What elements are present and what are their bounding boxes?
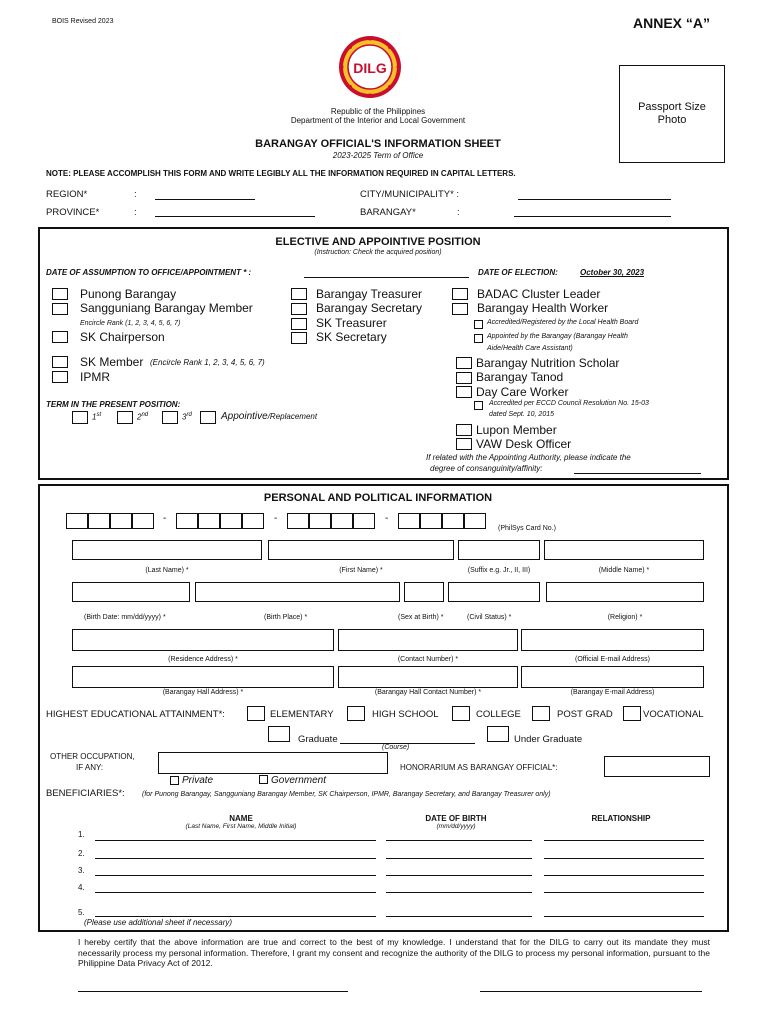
daycare-checkbox[interactable]	[456, 386, 472, 398]
government-checkbox[interactable]	[259, 775, 268, 784]
beneficiary-dob-input[interactable]	[386, 916, 532, 917]
term-2nd-checkbox[interactable]	[117, 411, 133, 424]
email-input[interactable]	[521, 629, 704, 651]
sk-member-checkbox[interactable]	[52, 356, 68, 368]
region-input[interactable]	[155, 199, 255, 200]
col-name-header: NAME	[229, 814, 253, 823]
dilg-seal-icon	[338, 35, 402, 99]
highschool-label: HIGH SCHOOL	[372, 709, 439, 720]
elective-title: ELECTIVE AND APPOINTIVE POSITION	[275, 236, 481, 248]
brgy-email-label: (Barangay E-mail Address)	[570, 689, 655, 696]
philsys-digit[interactable]	[88, 513, 110, 529]
course-label: (Course)	[382, 744, 410, 751]
philsys-digit[interactable]	[442, 513, 464, 529]
beneficiary-dob-input[interactable]	[386, 858, 532, 859]
education-label: HIGHEST EDUCATIONAL ATTAINMENT*:	[46, 709, 225, 720]
beneficiary-dob-input[interactable]	[386, 840, 532, 841]
beneficiary-rel-input[interactable]	[544, 840, 704, 841]
tanod-checkbox[interactable]	[456, 372, 472, 384]
col-rel-header: RELATIONSHIP	[591, 814, 651, 823]
sex-label: (Sex at Birth) *	[398, 614, 444, 621]
term-1st-checkbox[interactable]	[72, 411, 88, 424]
col-dob-header: DATE OF BIRTH	[425, 814, 487, 823]
ipmr-label: IPMR	[80, 370, 110, 384]
department-label: Department of the Interior and Local Government	[290, 116, 466, 125]
related-label-2: degree of consanguinity/affinity:	[430, 464, 543, 473]
bhw-accredited-checkbox[interactable]	[474, 320, 483, 329]
beneficiary-rel-input[interactable]	[544, 858, 704, 859]
philsys-digit[interactable]	[66, 513, 88, 529]
province-input[interactable]	[155, 216, 315, 217]
nutrition-label: Barangay Nutrition Scholar	[476, 356, 620, 370]
sk-secretary-label: SK Secretary	[316, 330, 387, 344]
personal-title: PERSONAL AND POLITICAL INFORMATION	[263, 492, 493, 504]
philsys-digit[interactable]	[132, 513, 154, 529]
first-name-label: (First Name) *	[339, 567, 383, 574]
postgrad-checkbox[interactable]	[532, 706, 550, 721]
sk-treasurer-checkbox[interactable]	[291, 318, 307, 330]
civil-status-label: (Civil Status) *	[467, 614, 512, 621]
additional-sheet-note: (Please use additional sheet if necessary)	[84, 918, 233, 927]
sk-secretary-checkbox[interactable]	[291, 332, 307, 344]
lupon-checkbox[interactable]	[456, 424, 472, 436]
religion-label: (Religion) *	[607, 614, 643, 621]
row-number: 2.	[78, 849, 85, 858]
other-occupation-label: OTHER OCCUPATION,	[50, 752, 135, 761]
undergrad-label: Under Graduate	[514, 734, 583, 745]
elective-instruction: (Instruction: Check the acquired position)	[314, 249, 442, 256]
bhw-label: Barangay Health Worker	[477, 301, 609, 315]
college-checkbox[interactable]	[452, 706, 470, 721]
elementary-checkbox[interactable]	[247, 706, 265, 721]
brgy-email-input[interactable]	[521, 666, 704, 688]
republic-label: Republic of the Philippines	[330, 107, 426, 116]
philsys-dash: -	[385, 513, 389, 524]
col-dob-sub: (mm/dd/yyyy)	[436, 823, 476, 830]
lupon-label: Lupon Member	[476, 423, 557, 437]
government-label: Government	[271, 775, 327, 786]
secretary-label: Barangay Secretary	[316, 301, 423, 315]
form-title: BARANGAY OFFICIAL'S INFORMATION SHEET	[255, 138, 501, 150]
suffix-input[interactable]	[458, 540, 540, 560]
email-label: (Official E-mail Address)	[575, 656, 650, 663]
appointive-checkbox[interactable]	[200, 411, 216, 424]
birth-place-label: (Birth Place) *	[264, 614, 308, 621]
bhw-accredited-label: Accredited/Registered by the Local Health Board	[487, 319, 639, 326]
philsys-digit[interactable]	[198, 513, 220, 529]
nutrition-checkbox[interactable]	[456, 357, 472, 369]
philsys-digit[interactable]	[353, 513, 375, 529]
row-number: 5.	[78, 908, 85, 917]
region-colon: :	[134, 189, 137, 200]
row-number: 3.	[78, 866, 85, 875]
region-label: REGION*	[46, 189, 88, 200]
beneficiary-dob-input[interactable]	[386, 875, 532, 876]
honorarium-label: HONORARIUM AS BARANGAY OFFICIAL*:	[400, 763, 558, 772]
beneficiaries-label: BENEFICIARIES*:	[46, 788, 125, 799]
beneficiary-name-input[interactable]	[95, 840, 376, 841]
other-occupation-input[interactable]	[158, 752, 388, 774]
related-label: If related with the Appointing Authority, please indicate the	[426, 453, 631, 462]
row-number: 1.	[78, 830, 85, 839]
philsys-digit[interactable]	[242, 513, 264, 529]
residence-input[interactable]	[72, 629, 334, 651]
first-name-input[interactable]	[268, 540, 454, 560]
sk-member-rank: (Encircle Rank 1, 2, 3, 4, 5, 6, 7)	[150, 358, 265, 367]
form-note: NOTE: PLEASE ACCOMPLISH THIS FORM AND WRITE LEGIBLY ALL THE INFORMATION REQUIRED IN CAPITAL LETTERS.	[46, 169, 516, 178]
encircle-rank-label: Encircle Rank (1, 2, 3, 4, 5, 6, 7)	[80, 320, 181, 327]
signature-line[interactable]	[78, 991, 348, 992]
beneficiary-name-input[interactable]	[95, 892, 376, 893]
daycare-accredited-label-2: dated Sept. 10, 2015	[489, 411, 554, 418]
assumption-label: DATE OF ASSUMPTION TO OFFICE/APPOINTMENT * :	[46, 268, 252, 277]
sk-chair-checkbox[interactable]	[52, 331, 68, 343]
philsys-digit[interactable]	[309, 513, 331, 529]
philsys-dash: -	[274, 513, 278, 524]
barangay-label: BARANGAY*	[360, 207, 416, 218]
province-label: PROVINCE*	[46, 207, 100, 218]
certification-text: I hereby certify that the above information are true and correct to the best of my knowledge. I understand that for the DILG to carry out its mandate they must necessarily process my personal information. Therefore, I grant my consent and recognize the authority of the DILG to process my personal information, pursuant to the Philippine Data Privacy Act of 2012.	[78, 937, 710, 968]
treasurer-label: Barangay Treasurer	[316, 287, 423, 301]
bhw-appointed-label-2: Aide/Health Care Assistant)	[487, 345, 573, 352]
philsys-dash: -	[163, 513, 167, 524]
city-input[interactable]	[518, 199, 671, 200]
philsys-digit[interactable]	[398, 513, 420, 529]
form-subtitle: 2023-2025 Term of Office	[332, 151, 424, 160]
vaw-checkbox[interactable]	[456, 438, 472, 450]
beneficiary-rel-input[interactable]	[544, 916, 704, 917]
punong-checkbox[interactable]	[52, 288, 68, 300]
philsys-digit[interactable]	[331, 513, 353, 529]
sk-treasurer-label: SK Treasurer	[316, 316, 387, 330]
honorarium-input[interactable]	[604, 756, 710, 777]
sex-input[interactable]	[404, 582, 444, 602]
date-line[interactable]	[480, 991, 702, 992]
undergrad-checkbox[interactable]	[487, 726, 509, 742]
philsys-digit[interactable]	[464, 513, 486, 529]
barangay-input[interactable]	[514, 216, 671, 217]
annex-label: ANNEX “A”	[633, 15, 711, 31]
graduate-checkbox[interactable]	[268, 726, 290, 742]
contact-input[interactable]	[338, 629, 518, 651]
badac-label: BADAC Cluster Leader	[477, 287, 601, 301]
private-label: Private	[182, 775, 214, 786]
term-3rd-checkbox[interactable]	[162, 411, 178, 424]
philsys-digit[interactable]	[220, 513, 242, 529]
college-label: COLLEGE	[476, 709, 521, 720]
vocational-checkbox[interactable]	[623, 706, 641, 721]
hall-address-label: (Barangay Hall Address) *	[162, 689, 244, 696]
birth-place-input[interactable]	[195, 582, 400, 602]
vaw-label: VAW Desk Officer	[476, 437, 572, 451]
appointive-label: Appointive/Replacement	[221, 411, 318, 422]
elementary-label: ELEMENTARY	[270, 709, 334, 720]
assumption-date-input[interactable]	[304, 277, 469, 278]
residence-label: (Residence Address) *	[168, 656, 238, 663]
col-name-sub: (Last Name, First Name, Middle Initial)	[185, 823, 297, 830]
beneficiary-name-input[interactable]	[95, 916, 376, 917]
punong-label: Punong Barangay	[80, 287, 177, 301]
beneficiary-dob-input[interactable]	[386, 892, 532, 893]
birth-date-label: (Birth Date: mm/dd/yyyy) *	[84, 614, 166, 621]
barangay-colon: :	[457, 207, 460, 218]
province-colon: :	[134, 207, 137, 218]
hall-address-input[interactable]	[72, 666, 334, 688]
philsys-digit[interactable]	[176, 513, 198, 529]
contact-label: (Contact Number) *	[397, 656, 459, 663]
daycare-accredited-label: Accredited per ECCD Council Resolution No. 15-03	[489, 400, 649, 407]
middle-name-label: (Middle Name) *	[598, 567, 650, 574]
photo-label: Passport Size Photo	[638, 101, 706, 126]
city-label: CITY/MUNICIPALITY* :	[360, 189, 460, 200]
private-checkbox[interactable]	[170, 776, 179, 785]
consanguinity-input[interactable]	[574, 473, 701, 474]
religion-input[interactable]	[546, 582, 704, 602]
daycare-accredited-checkbox[interactable]	[474, 401, 483, 410]
beneficiary-rel-input[interactable]	[544, 875, 704, 876]
graduate-label: Graduate	[298, 734, 338, 745]
bhw-appointed-checkbox[interactable]	[474, 334, 483, 343]
philsys-digit[interactable]	[287, 513, 309, 529]
civil-status-input[interactable]	[448, 582, 540, 602]
last-name-label: (Last Name) *	[145, 567, 189, 574]
other-occupation-label-2: IF ANY:	[76, 763, 104, 772]
badac-checkbox[interactable]	[452, 288, 468, 300]
philsys-label: (PhilSys Card No.)	[498, 525, 556, 532]
term-1st-label: 1st	[92, 412, 102, 422]
revision-label: BOIS Revised 2023	[52, 18, 114, 25]
secretary-checkbox[interactable]	[291, 303, 307, 315]
term-2nd-label: 2nd	[137, 412, 149, 422]
tanod-label: Barangay Tanod	[476, 370, 564, 384]
sk-member-label: SK Member	[80, 355, 144, 369]
election-date: October 30, 2023	[580, 268, 645, 277]
beneficiary-name-input[interactable]	[95, 858, 376, 859]
term-label: TERM IN THE PRESENT POSITION:	[46, 400, 181, 409]
last-name-input[interactable]	[72, 540, 262, 560]
elective-section	[38, 227, 729, 480]
highschool-checkbox[interactable]	[347, 706, 365, 721]
sangguniang-label: Sangguniang Barangay Member	[80, 301, 253, 315]
middle-name-input[interactable]	[544, 540, 704, 560]
hall-contact-label: (Barangay Hall Contact Number) *	[374, 689, 482, 696]
sk-chair-label: SK Chairperson	[80, 330, 165, 344]
bhw-checkbox[interactable]	[452, 303, 468, 315]
birth-date-input[interactable]	[72, 582, 190, 602]
beneficiary-name-input[interactable]	[95, 875, 376, 876]
vocational-label: VOCATIONAL	[643, 709, 704, 720]
passport-photo-box[interactable]	[619, 65, 725, 163]
term-3rd-label: 3rd	[182, 412, 192, 422]
hall-contact-input[interactable]	[338, 666, 518, 688]
bhw-appointed-label: Appointed by the Barangay (Barangay Health	[487, 333, 628, 340]
sangguniang-checkbox[interactable]	[52, 303, 68, 315]
dilg-logo-text: DILG	[353, 60, 387, 76]
treasurer-checkbox[interactable]	[291, 288, 307, 300]
beneficiary-rel-input[interactable]	[544, 892, 704, 893]
suffix-label: (Suffix e.g. Jr., II, III)	[467, 567, 531, 574]
row-number: 4.	[78, 883, 85, 892]
election-label: DATE OF ELECTION:	[478, 268, 558, 277]
philsys-digit[interactable]	[420, 513, 442, 529]
postgrad-label: POST GRAD	[557, 709, 613, 720]
beneficiaries-note: (for Punong Barangay, Sangguniang Barangay Member, SK Chairperson, IPMR, Barangay Secretary, and Barangay Treasurer only)	[142, 791, 551, 798]
ipmr-checkbox[interactable]	[52, 371, 68, 383]
philsys-digit[interactable]	[110, 513, 132, 529]
daycare-label: Day Care Worker	[476, 385, 569, 399]
